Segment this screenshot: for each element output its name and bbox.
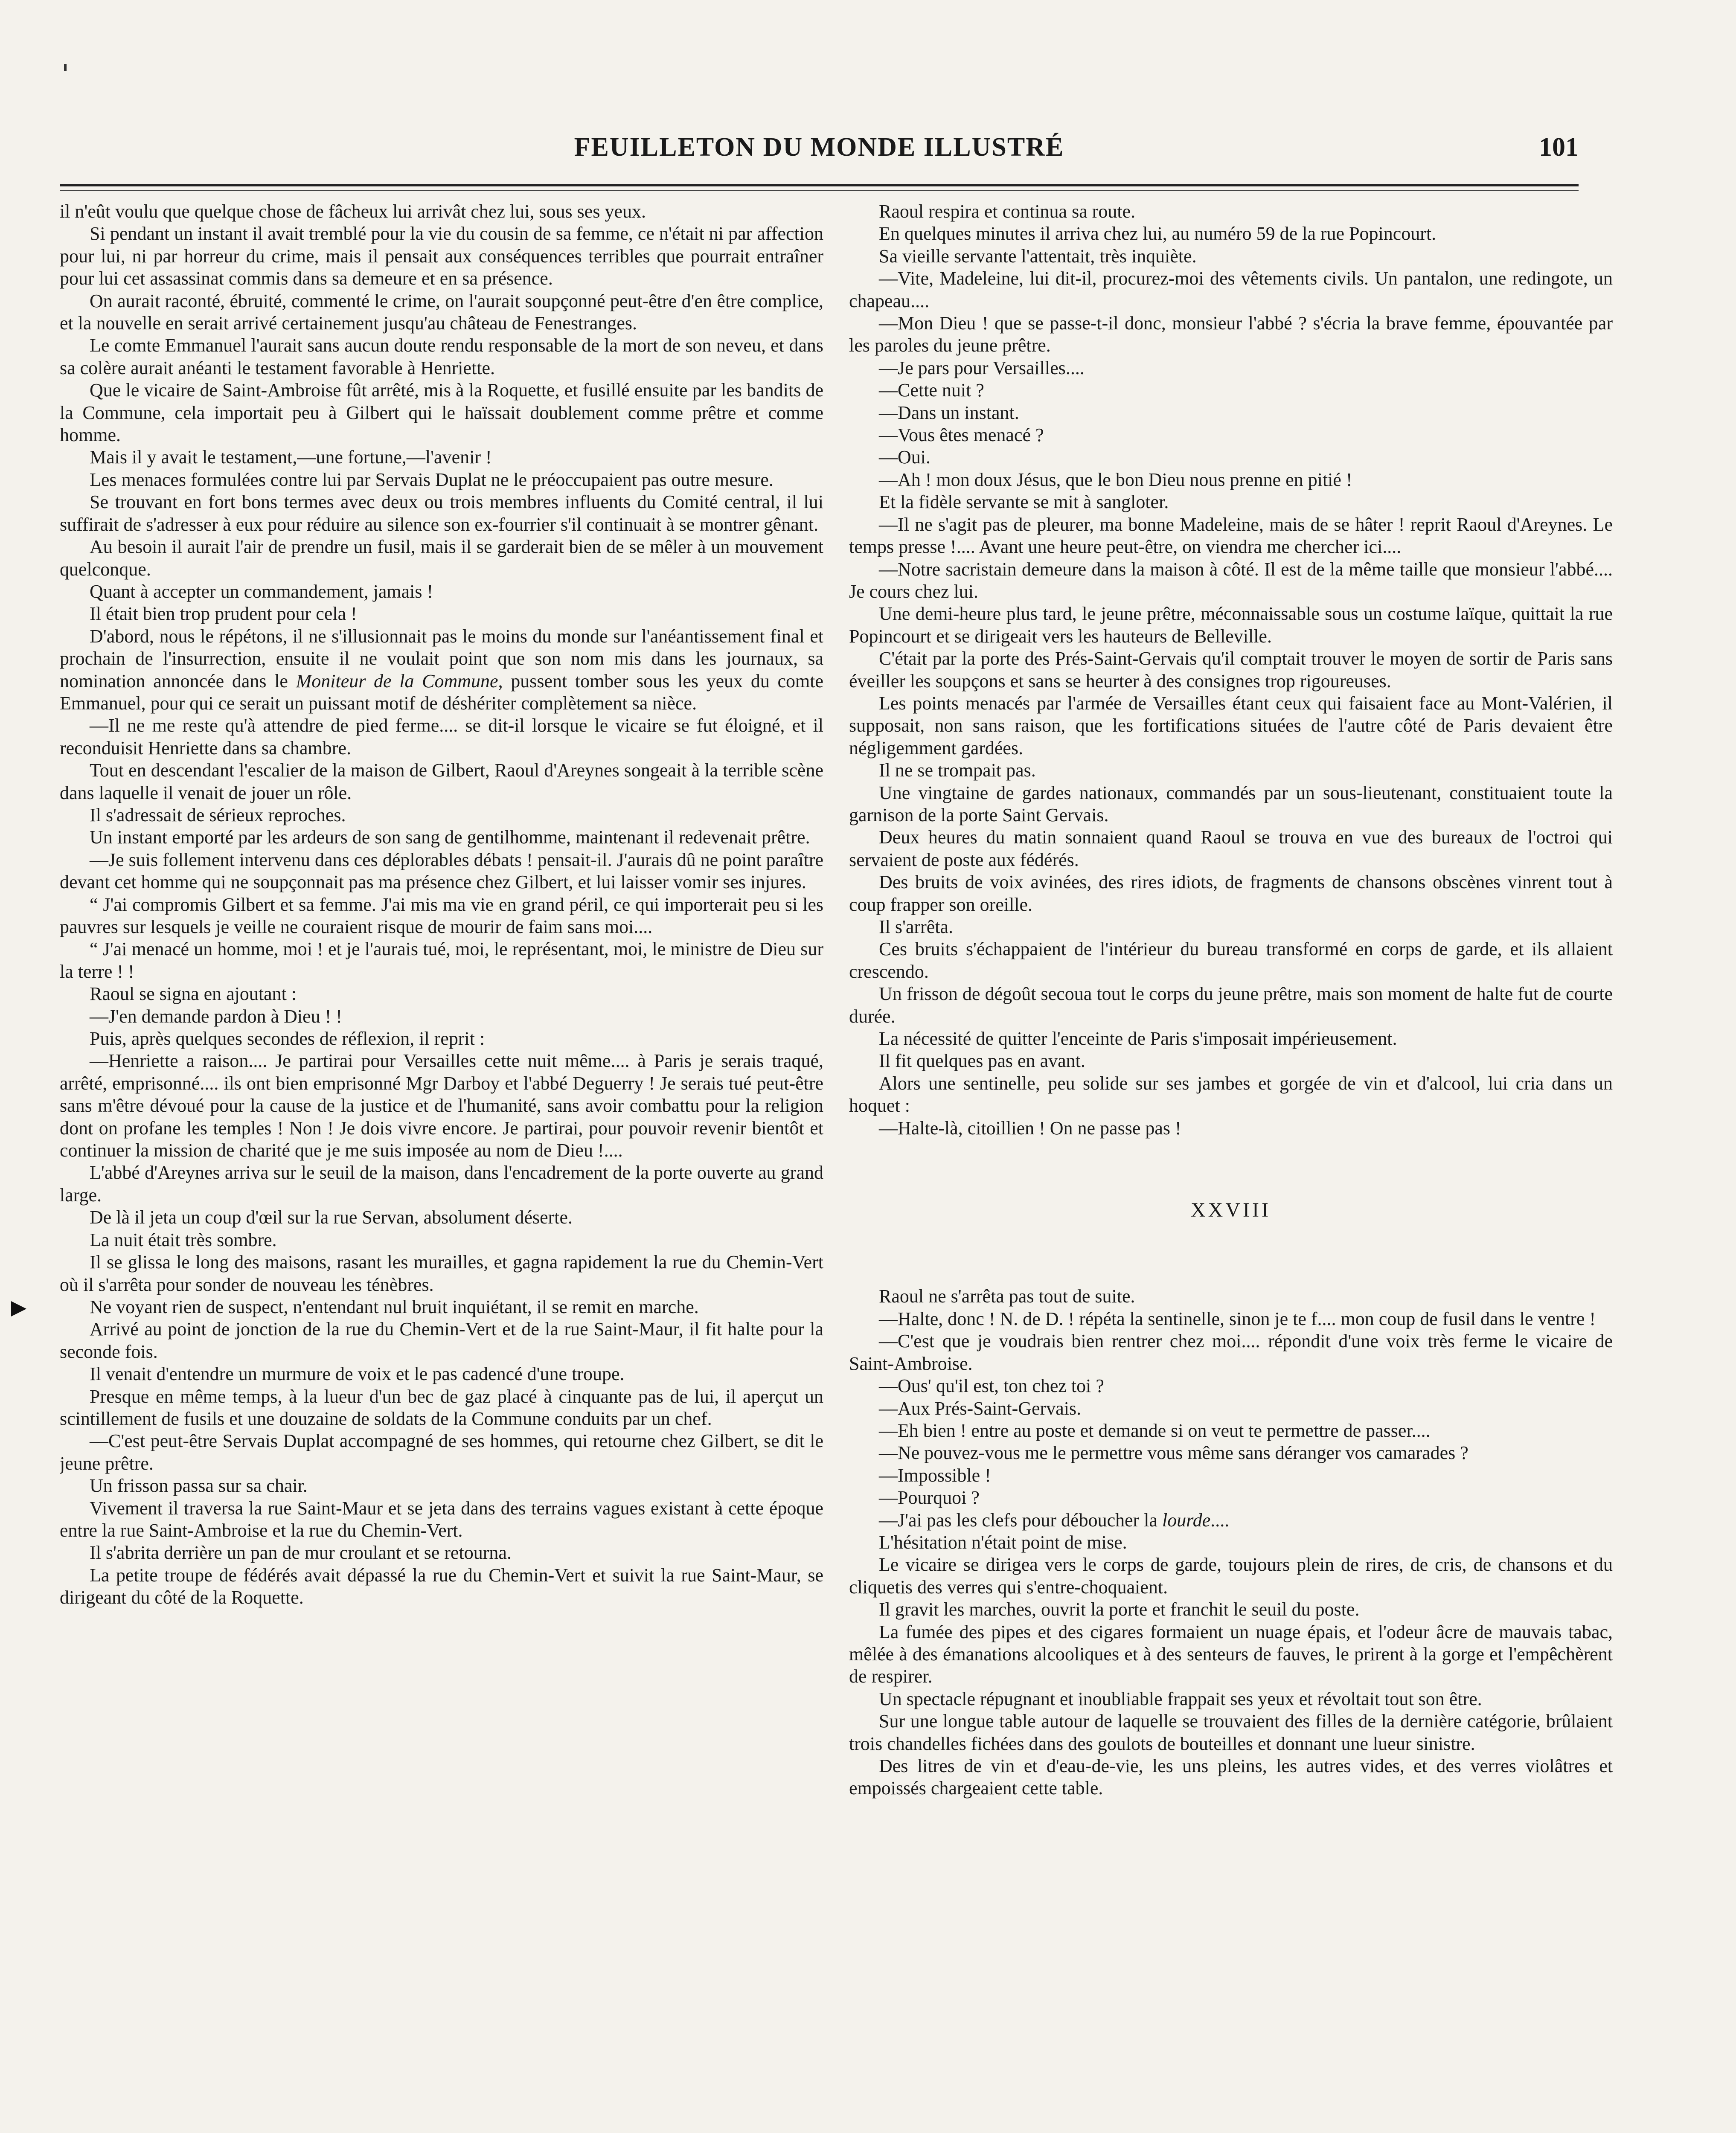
paragraph: Ne voyant rien de suspect, n'entendant nul bruit inquiétant, il se remit en marche.	[90, 1296, 699, 1317]
page-number: 101	[1539, 133, 1579, 162]
paragraph: Presque en même temps, à la lueur d'un bec de gaz placé à cinquante pas de lui, il aperçut un scintillement de fusils et une douzaine de soldats de la Commune conduits par un chef.	[60, 1386, 823, 1429]
paragraph: “ J'ai compromis Gilbert et sa femme. J'ai mis ma vie en grand péril, ce qui importerait peu si les pauvres sur lesquels je veille ne couraient risque de mourir de faim sans moi....	[60, 894, 823, 937]
paragraph: Un spectacle répugnant et inoubliable frappait ses yeux et révoltait tout son être.	[879, 1688, 1482, 1709]
paragraph: Des litres de vin et d'eau-de-vie, les uns pleins, les autres vides, et des verres violâtres et empoissés chargeaient cette table.	[849, 1755, 1613, 1799]
paragraph: Vivement il traversa la rue Saint-Maur et se jeta dans des terrains vagues existant à cette époque entre la rue Saint-Ambroise et la rue du Chemin-Vert.	[60, 1497, 823, 1541]
paragraph: —Eh bien ! entre au poste et demande si on veut te permettre de passer....	[879, 1420, 1431, 1441]
paragraph: —Vite, Madeleine, lui dit-il, procurez-moi des vêtements civils. Un pantalon, une redingote, un chapeau....	[849, 268, 1613, 311]
paragraph: —Pourquoi ?	[879, 1487, 980, 1508]
paragraph: “ J'ai menacé un homme, moi ! et je l'aurais tué, moi, le représentant, moi, le ministre de Dieu sur la terre ! !	[60, 939, 823, 982]
paragraph: —Ah ! mon doux Jésus, que le bon Dieu nous prenne en pitié !	[879, 469, 1352, 490]
page-header	[60, 128, 1579, 179]
paragraph: —Mon Dieu ! que se passe-t-il donc, monsieur l'abbé ? s'écria la brave femme, épouvantée par les paroles du jeune prêtre.	[849, 313, 1613, 356]
paragraph: En quelques minutes il arriva chez lui, au numéro 59 de la rue Popincourt.	[879, 223, 1436, 244]
paragraph: Raoul respira et continua sa route.	[879, 201, 1136, 222]
paragraph: Et la fidèle servante se mit à sangloter.	[879, 491, 1169, 513]
paragraph: Il venait d'entendre un murmure de voix et le pas cadencé d'une troupe.	[90, 1363, 625, 1385]
paragraph: La nécessité de quitter l'enceinte de Paris s'imposait impérieusement.	[879, 1028, 1397, 1049]
paragraph: —Je pars pour Versailles....	[879, 357, 1085, 378]
paragraph: il n'eût voulu que quelque chose de fâcheux lui arrivât chez lui, sous ses yeux.	[60, 201, 646, 222]
left-column	[60, 201, 823, 2133]
right-column-part-b	[849, 1285, 1613, 1799]
paragraph: —J'en demande pardon à Dieu ! !	[90, 1005, 342, 1027]
paragraph: —C'est peut-être Servais Duplat accompagné de ses hommes, qui retourne chez Gilbert, se dit le jeune prêtre.	[60, 1430, 823, 1474]
paragraph: La fumée des pipes et des cigares formaient un nuage épais, et l'odeur âcre de mauvais tabac, mêlée à des émanations alcooliques et à des senteurs de fauves, le prirent à la gorge et l'empêchèrent de respirer.	[849, 1621, 1613, 1687]
paragraph: —Halte, donc ! N. de D. ! répéta la sentinelle, sinon je te f.... mon coup de fusil dans le ventre !	[879, 1308, 1596, 1329]
header-title: FEUILLETON DU MONDE ILLUSTRÉ	[574, 133, 1064, 162]
paragraph: Sa vieille servante l'attentait, très inquiète.	[879, 245, 1197, 267]
paragraph: Les points menacés par l'armée de Versailles étant ceux qui faisaient face au Mont-Valérien, il supposait, non sans raison, que les fortifications situées de l'autre côté de Paris devaient être négligemment gardées.	[849, 692, 1613, 758]
paragraph: Tout en descendant l'escalier de la maison de Gilbert, Raoul d'Areynes songeait à la terrible scène dans laquelle il venait de jouer un rôle.	[60, 760, 823, 803]
paragraph: Il gravit les marches, ouvrit la porte et franchit le seuil du poste.	[879, 1599, 1360, 1620]
margin-mark	[64, 64, 67, 71]
paragraph: Alors une sentinelle, peu solide sur ses jambes et gorgée de vin et d'alcool, lui cria dans un hoquet :	[849, 1072, 1613, 1116]
paragraph: Un frisson passa sur sa chair.	[90, 1475, 308, 1497]
paragraph: —C'est que je voudrais bien rentrer chez moi.... répondit d'une voix très ferme le vicaire de Saint-Ambroise.	[849, 1331, 1613, 1374]
paragraph: Une demi-heure plus tard, le jeune prêtre, méconnaissable sous un costume laïque, quittait la rue Popincourt et se dirigeait vers les hauteurs de Belleville.	[849, 603, 1613, 647]
paragraph: Que le vicaire de Saint-Ambroise fût arrêté, mis à la Roquette, et fusillé ensuite par les bandits de la Commune, cela importait peu à Gilbert qui le haïssait doublement comme prêtre et comme homme.	[60, 380, 823, 446]
paragraph: Un frisson de dégoût secoua tout le corps du jeune prêtre, mais son moment de halte fut de courte durée.	[849, 983, 1613, 1027]
paragraph: —Impossible !	[879, 1465, 991, 1486]
paragraph: Il se glissa le long des maisons, rasant les murailles, et gagna rapidement la rue du Chemin-Vert où il s'arrêta pour sonder de nouveau les ténèbres.	[60, 1252, 823, 1295]
paragraph: Quant à accepter un commandement, jamais !	[90, 581, 433, 602]
paragraph: Puis, après quelques secondes de réflexion, il reprit :	[90, 1028, 485, 1049]
paragraph: —Ous' qu'il est, ton chez toi ?	[879, 1375, 1104, 1397]
paragraph: Raoul se signa en ajoutant :	[90, 983, 297, 1005]
paragraph: —Il ne s'agit pas de pleurer, ma bonne Madeleine, mais de se hâter ! reprit Raoul d'Areynes. Le temps presse !.... Avant une heure peut-être, on viendra me chercher ici....	[849, 514, 1613, 558]
paragraph: La petite troupe de fédérés avait dépassé la rue du Chemin-Vert et suivit la rue Saint-Maur, se dirigeant du côté de la Roquette.	[60, 1564, 823, 1608]
paragraph: Il ne se trompait pas.	[879, 760, 1036, 781]
chapter-heading: XXVIII	[1191, 1199, 1271, 1222]
paragraph: Raoul ne s'arrêta pas tout de suite.	[879, 1286, 1135, 1307]
paragraph: Une vingtaine de gardes nationaux, commandés par un sous-lieutenant, constituaient toute la garnison de la porte Saint Gervais.	[849, 782, 1613, 825]
paragraph: Des bruits de voix avinées, des rires idiots, de fragments de chansons obscènes vinrent tout à coup frapper son oreille.	[849, 872, 1613, 915]
paragraph: Il s'arrêta.	[879, 916, 954, 937]
paragraph: L'abbé d'Areynes arriva sur le seuil de la maison, dans l'encadrement de la porte ouverte au grand large.	[60, 1162, 823, 1206]
paragraph: —Je suis follement intervenu dans ces déplorables débats ! pensait-il. J'aurais dû ne point paraître devant cet homme qui ne soupçonnait pas ma présence chez Gilbert, et lui laisser vomir ses injures.	[60, 849, 823, 893]
paragraph: Se trouvant en fort bons termes avec deux ou trois membres influents du Comité central, il lui suffirait de s'adresser à eux pour réduire au silence son ex-fourrier s'il continuait à se montrer gênant.	[60, 491, 823, 535]
paragraph: De là il jeta un coup d'œil sur la rue Servan, absolument déserte.	[90, 1207, 573, 1228]
paragraph: Le vicaire se dirigea vers le corps de garde, toujours plein de rires, de cris, de chansons et du cliquetis des verres qui s'entre-choquaient.	[849, 1554, 1613, 1598]
paragraph: C'était par la porte des Prés-Saint-Gervais qu'il comptait trouver le moyen de sortir de Paris sans éveiller les soupçons et sans se heurter à des consignes trop rigoureuses.	[849, 648, 1613, 692]
margin-pointer-icon	[11, 1301, 26, 1316]
paragraph: Il s'adressait de sérieux reproches.	[90, 804, 346, 825]
paragraph: Arrivé au point de jonction de la rue du Chemin-Vert et de la rue Saint-Maur, il fit halte pour la seconde fois.	[60, 1319, 823, 1362]
paragraph: —Oui.	[879, 447, 931, 468]
paragraph: Sur une longue table autour de laquelle se trouvaient des filles de la dernière catégorie, brûlaient trois chandelles fichées dans des goulots de bouteilles et donnant une lueur sinistre.	[849, 1711, 1613, 1754]
paragraph: —Cette nuit ?	[879, 380, 984, 401]
header-rule	[60, 184, 1579, 186]
paragraph: Au besoin il aurait l'air de prendre un fusil, mais il se garderait bien de se mêler à un mouvement quelconque.	[60, 536, 823, 580]
paragraph: Les menaces formulées contre lui par Servais Duplat ne le préoccupaient pas outre mesure.	[90, 469, 773, 490]
paragraph: Un instant emporté par les ardeurs de son sang de gentilhomme, maintenant il redevenait prêtre.	[90, 827, 810, 848]
paragraph: Le comte Emmanuel l'aurait sans aucun doute rendu responsable de la mort de son neveu, et dans sa colère aurait anéanti le testament favorable à Henriette.	[60, 335, 823, 378]
paragraph: —Aux Prés-Saint-Gervais.	[879, 1398, 1082, 1419]
paragraph: —Halte-là, citoillien ! On ne passe pas !	[879, 1117, 1181, 1139]
paragraph: L'hésitation n'était point de mise.	[879, 1531, 1127, 1553]
paragraph: —Il ne me reste qu'à attendre de pied ferme.... se dit-il lorsque le vicaire se fut éloigné, et il reconduisit Henriette dans sa chambre.	[60, 715, 823, 758]
paragraph: —Henriette a raison.... Je partirai pour Versailles cette nuit même.... à Paris je serais traqué, arrêté, emprisonné.... ils ont bien emprisonné Mgr Darboy et l'abbé Deguerry ! Je serais tué peut-être sans m'être dévoué pour la cause de la justice et de l'humanité, sans avoir combattu pour la religion dont on profane les temples ! Non ! Je dois vivre encore. Je partirai, pour pouvoir revenir bientôt et continuer la mission de charité que je me suis imposée au nom de Dieu !....	[60, 1050, 823, 1161]
right-column-part-a	[849, 201, 1613, 1139]
paragraph: Si pendant un instant il avait tremblé pour la vie du cousin de sa femme, ce n'était ni par affection pour lui, ni par horreur du crime, mais il pensait aux conséquences terribles que pourrait entraîner pour lui cet assassinat commis dans sa demeure et en sa présence.	[60, 223, 823, 289]
paragraph: Il s'abrita derrière un pan de mur croulant et se retourna.	[90, 1542, 512, 1563]
paragraph: On aurait raconté, ébruité, commenté le crime, on l'aurait soupçonné peut-être d'en être complice, et la nouvelle en serait arrivé certainement jusqu'au château de Fenestranges.	[60, 290, 823, 334]
paragraph: Il fit quelques pas en avant.	[879, 1050, 1085, 1072]
paragraph: —Vous êtes menacé ?	[879, 424, 1044, 446]
paragraph: Il était bien trop prudent pour cela !	[90, 603, 357, 625]
paragraph: —Ne pouvez-vous me le permettre vous même sans déranger vos camarades ?	[879, 1442, 1468, 1464]
right-column	[849, 201, 1613, 2133]
paragraph: Mais il y avait le testament,—une fortune,—l'avenir !	[90, 447, 492, 468]
paragraph: La nuit était très sombre.	[90, 1229, 277, 1250]
paragraph: —Notre sacristain demeure dans la maison à côté. Il est de la même taille que monsieur l'abbé.... Je cours chez lui.	[849, 558, 1613, 602]
paragraph: Deux heures du matin sonnaient quand Raoul se trouva en vue des bureaux de l'octroi qui servaient de poste aux fédérés.	[849, 827, 1613, 870]
header-rule-thin	[60, 190, 1579, 191]
paragraph: —Dans un instant.	[879, 402, 1019, 423]
paragraph: Ces bruits s'échappaient de l'intérieur du bureau transformé en corps de garde, et ils allaient crescendo.	[849, 939, 1613, 982]
paragraph: —J'ai pas les clefs pour déboucher la lourde....	[879, 1509, 1230, 1531]
paragraph: D'abord, nous le répétons, il ne s'illusionnait pas le moins du monde sur l'anéantissement final et prochain de l'insurrection, ensuite il ne voulait point que son nom mis dans les journaux, sa nomination annoncée dans le Moniteur de la Commune, pussent tomber sous les yeux du comte Emmanuel, pour qui ce serait un puissant motif de déshériter complètement sa nièce.	[60, 625, 823, 714]
